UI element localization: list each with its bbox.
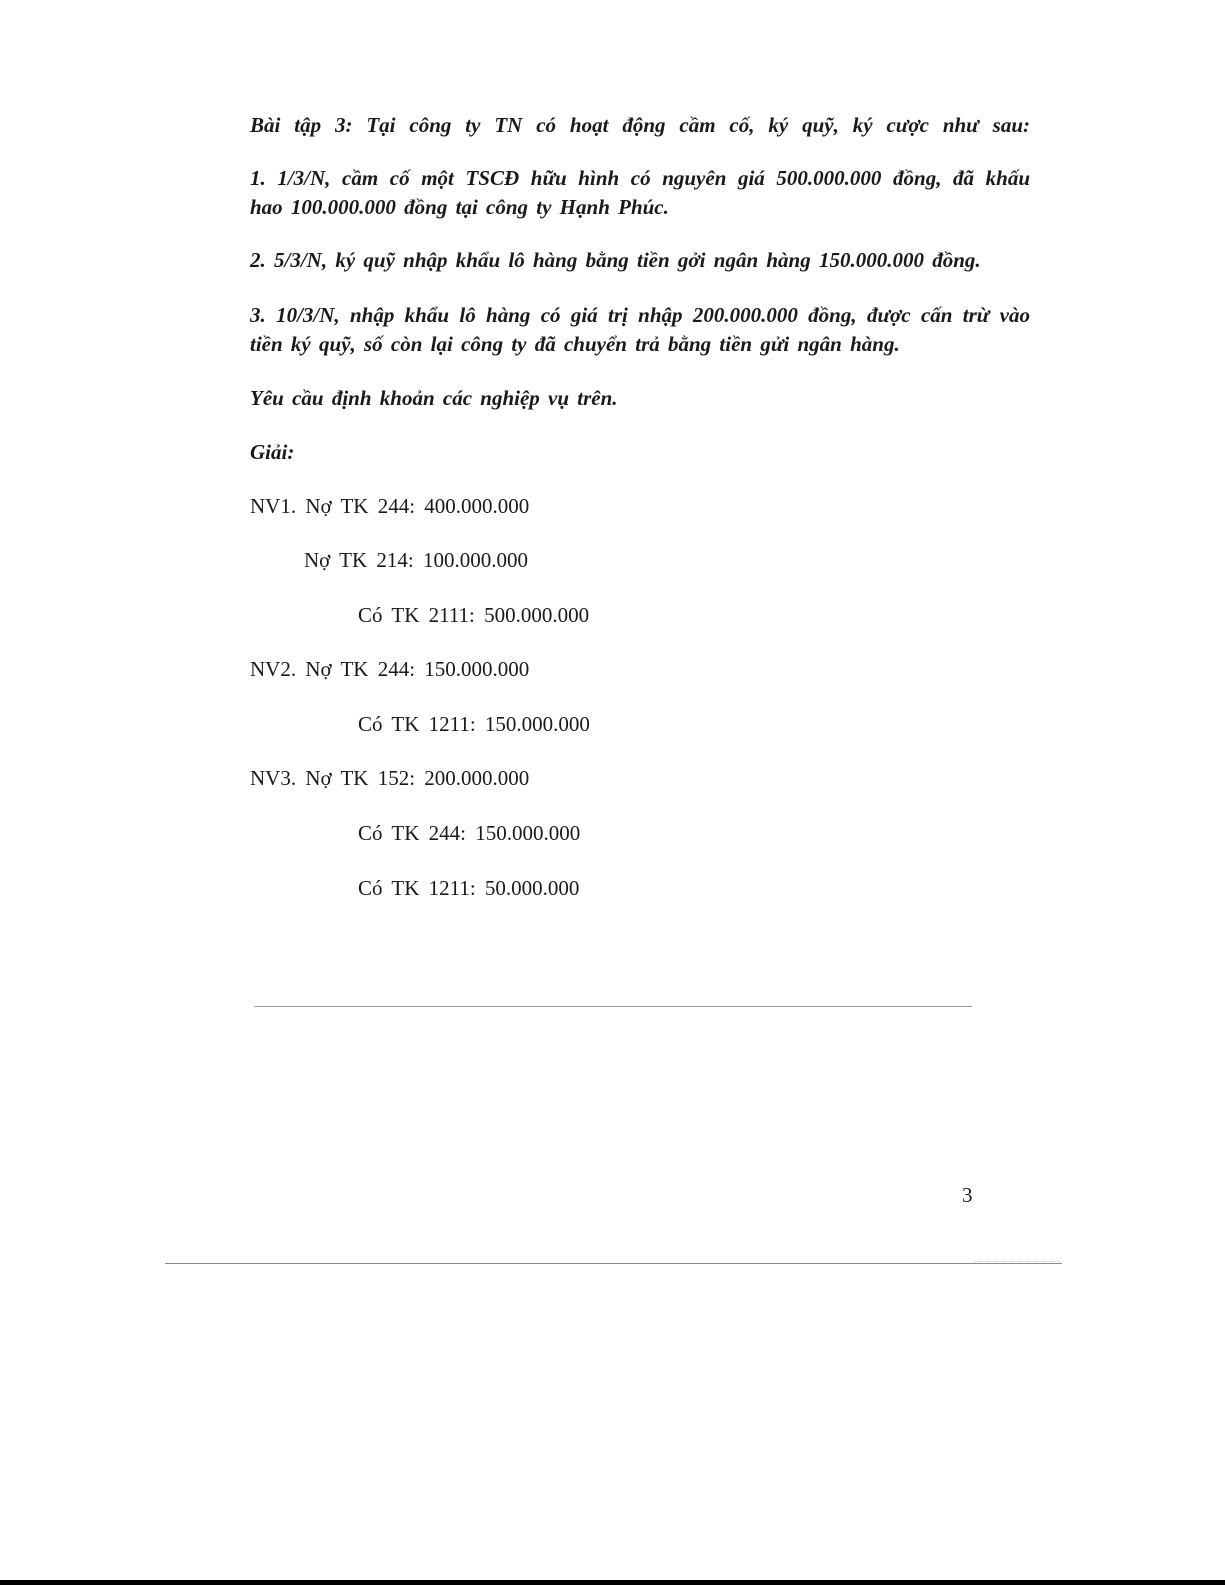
journal-entry-nv1-debit-214: Nợ TK 214: 100.000.000 xyxy=(304,548,528,572)
journal-entry-nv1-credit-2111: Có TK 2111: 500.000.000 xyxy=(358,603,590,627)
item-3-line-2: tiền ký quỹ, số còn lại công ty đã chuyển trả bằng tiền gửi ngân hàng. xyxy=(250,332,900,356)
journal-entry-nv3-credit-244: Có TK 244: 150.000.000 xyxy=(358,821,581,845)
journal-entry-nv3-debit-152: NV3. Nợ TK 152: 200.000.000 xyxy=(250,766,530,790)
item-3-line-1: 3. 10/3/N, nhập khẩu lô hàng có giá trị nhập 200.000.000 đồng, được cấn trừ vào xyxy=(250,303,1030,327)
page-bottom-divider-faded xyxy=(975,1261,1060,1262)
item-2: 2. 5/3/N, ký quỹ nhập khẩu lô hàng bằng tiền gởi ngân hàng 150.000.000 đồng. xyxy=(250,248,981,272)
exercise-title: Bài tập 3: Tại công ty TN có hoạt động cầm cố, ký quỹ, ký cược như sau: xyxy=(250,113,1030,137)
page-edge-bar xyxy=(0,1580,1225,1585)
page-bottom-divider xyxy=(165,1263,1062,1264)
journal-entry-nv3-credit-1211: Có TK 1211: 50.000.000 xyxy=(358,876,580,900)
page-number: 3 xyxy=(962,1183,973,1207)
solution-label: Giải: xyxy=(250,440,295,464)
footnote-divider xyxy=(254,1006,972,1007)
item-1-line-2: hao 100.000.000 đồng tại công ty Hạnh Phúc. xyxy=(250,195,669,219)
journal-entry-nv2-debit-244: NV2. Nợ TK 244: 150.000.000 xyxy=(250,657,530,681)
item-1-line-1: 1. 1/3/N, cầm cố một TSCĐ hữu hình có nguyên giá 500.000.000 đồng, đã khấu xyxy=(250,166,1030,190)
requirement: Yêu cầu định khoản các nghiệp vụ trên. xyxy=(250,386,618,410)
journal-entry-nv2-credit-1211: Có TK 1211: 150.000.000 xyxy=(358,712,590,736)
journal-entry-nv1-debit-244: NV1. Nợ TK 244: 400.000.000 xyxy=(250,494,530,518)
